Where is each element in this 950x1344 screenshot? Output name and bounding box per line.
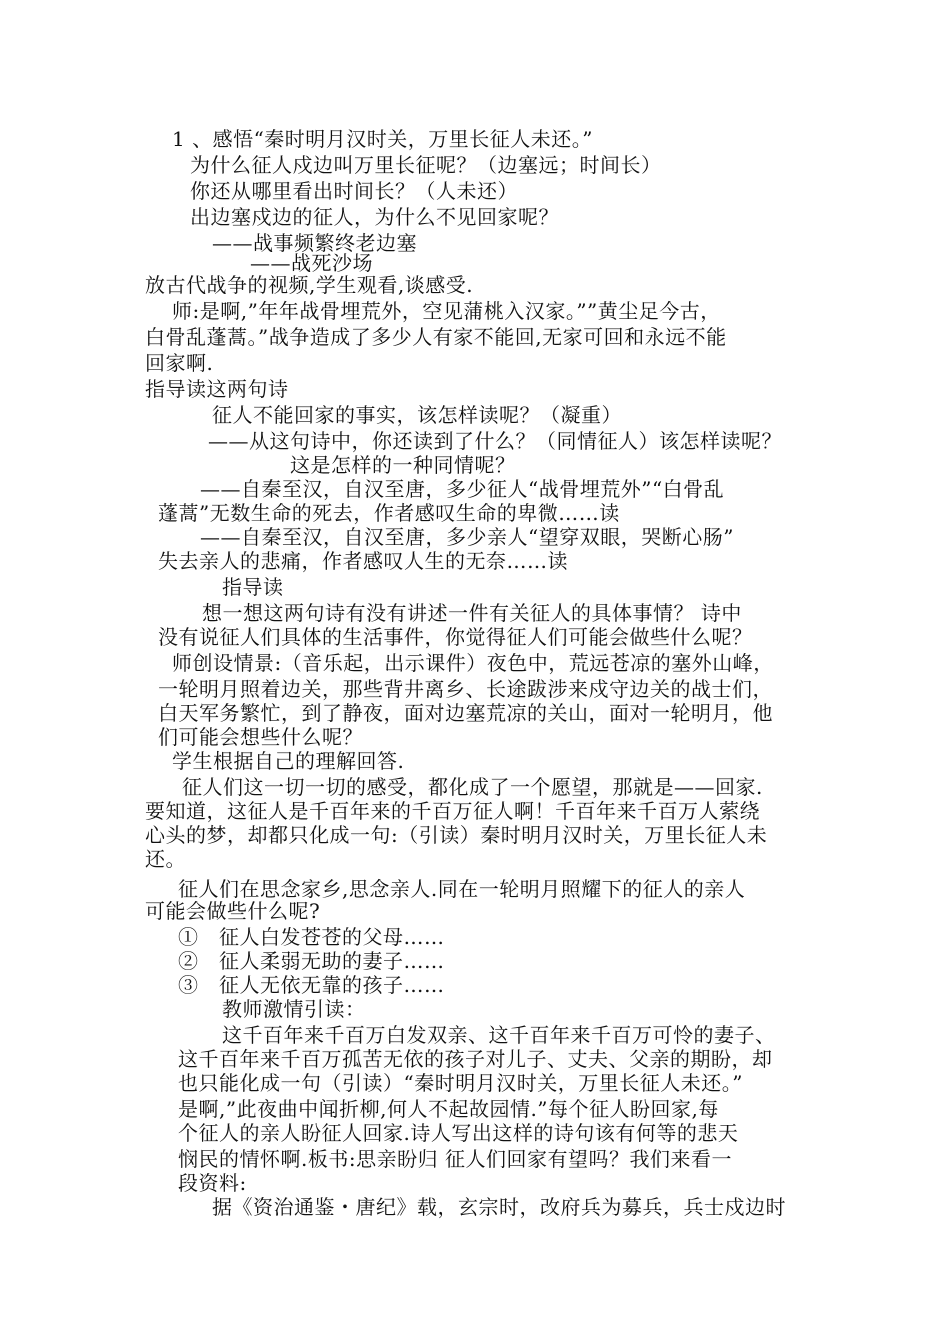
text-line: 是啊,”此夜曲中闻折柳,何人不起故园情.”每个征人盼回家,每 bbox=[178, 1097, 719, 1121]
text-line: 白骨乱蓬蒿。”战争造成了多少人有家不能回,无家可回和永远不能 bbox=[145, 325, 727, 349]
text-line: 征人们这一切一切的感受，都化成了一个愿望，那就是——回家. bbox=[182, 775, 763, 799]
text-line: 们可能会想些什么呢？ bbox=[158, 725, 363, 749]
text-line: 指导读这两句诗 bbox=[145, 377, 289, 401]
text-line: 也只能化成一句（引读）“秦时明月汉时关，万里长征人未还。” bbox=[178, 1071, 743, 1095]
text-line: 征人不能回家的事实，该怎样读呢？（凝重） bbox=[212, 403, 622, 427]
text-line: 回家啊. bbox=[145, 351, 214, 375]
text-line: 个征人的亲人盼征人回家.诗人写出这样的诗句该有何等的悲天 bbox=[178, 1121, 739, 1145]
text-line: 据《资治通鉴・唐纪》载，玄宗时，改府兵为募兵，兵士戍边时 bbox=[212, 1195, 786, 1219]
text-line: 心头的梦，却都只化成一句:（引读）秦时明月汉时关，万里长征人未 bbox=[145, 823, 768, 847]
text-line: 可能会做些什么呢? bbox=[145, 899, 321, 923]
text-line: 要知道，这征人是千百年来的千百万征人啊！千百年来千百万人萦绕 bbox=[145, 799, 760, 823]
text-line: 为什么征人戍边叫万里长征呢？（边塞远；时间长） bbox=[190, 153, 662, 177]
text-line: 这千百年来千百万白发双亲、这千百年来千百万可怜的妻子、 bbox=[222, 1023, 776, 1047]
list-item: ③ 征人无依无靠的孩子…… bbox=[178, 973, 445, 997]
text-line: 放古代战争的视频,学生观看,谈感受. bbox=[145, 273, 474, 297]
text-line: 指导读 bbox=[222, 575, 284, 599]
text-line: 段资料: bbox=[178, 1171, 247, 1195]
text-line: 学生根据自己的理解回答. bbox=[172, 749, 405, 773]
text-line: ——战死沙场 bbox=[250, 251, 373, 275]
text-line: ——自秦至汉，自汉至唐，多少征人“战骨埋荒外”“白骨乱 bbox=[200, 477, 725, 501]
text-line: 出边塞戍边的征人，为什么不见回家呢？ bbox=[190, 205, 559, 229]
text-line: ——自秦至汉，自汉至唐，多少亲人“望穿双眼，哭断心肠” bbox=[200, 525, 734, 549]
text-line: 白天军务繁忙，到了静夜，面对边塞荒凉的关山，面对一轮明月，他 bbox=[158, 701, 773, 725]
text-line: 想一想这两句诗有没有讲述一件有关征人的具体事情？ 诗中 bbox=[202, 601, 742, 625]
text-line: 没有说征人们具体的生活事件，你觉得征人们可能会做些什么呢？ bbox=[158, 625, 753, 649]
text-line: ——从这句诗中，你还读到了什么？（同情征人）该怎样读呢？ bbox=[208, 429, 782, 453]
text-line: 师:是啊,”年年战骨埋荒外，空见蒲桃入汉家。””黄尘足今古， bbox=[172, 299, 721, 323]
text-line: 师创设情景:（音乐起，出示课件）夜色中，荒远苍凉的塞外山峰， bbox=[172, 651, 774, 675]
text-line: 这千百年来千百万孤苦无依的孩子对儿子、丈夫、父亲的期盼，却 bbox=[178, 1047, 773, 1071]
text-line: ——战事频繁终老边塞 bbox=[212, 231, 417, 255]
text-line: 征人们在思念家乡,思念亲人.同在一轮明月照耀下的征人的亲人 bbox=[178, 877, 746, 901]
text-line: 悯民的情怀啊.板书:思亲盼归 征人们回家有望吗？我们来看一 bbox=[178, 1147, 732, 1171]
text-line: 这是怎样的一种同情呢？ bbox=[290, 453, 516, 477]
list-item: ② 征人柔弱无助的妻子…… bbox=[178, 949, 445, 973]
text-line: 还。 bbox=[145, 847, 186, 871]
text-line: 蓬蒿”无数生命的死去，作者感叹生命的卑微……读 bbox=[158, 501, 620, 525]
list-item: ① 征人白发苍苍的父母…… bbox=[178, 925, 445, 949]
text-line: 你还从哪里看出时间长？（人未还） bbox=[190, 179, 518, 203]
text-line: 1 、感悟“秦时明月汉时关，万里长征人未还。” bbox=[172, 127, 594, 151]
text-line: 一轮明月照着边关，那些背井离乡、长途跋涉来戍守边关的战士们， bbox=[158, 677, 773, 701]
text-line: 失去亲人的悲痛，作者感叹人生的无奈……读 bbox=[158, 549, 568, 573]
text-line: 教师激情引读： bbox=[222, 997, 366, 1021]
